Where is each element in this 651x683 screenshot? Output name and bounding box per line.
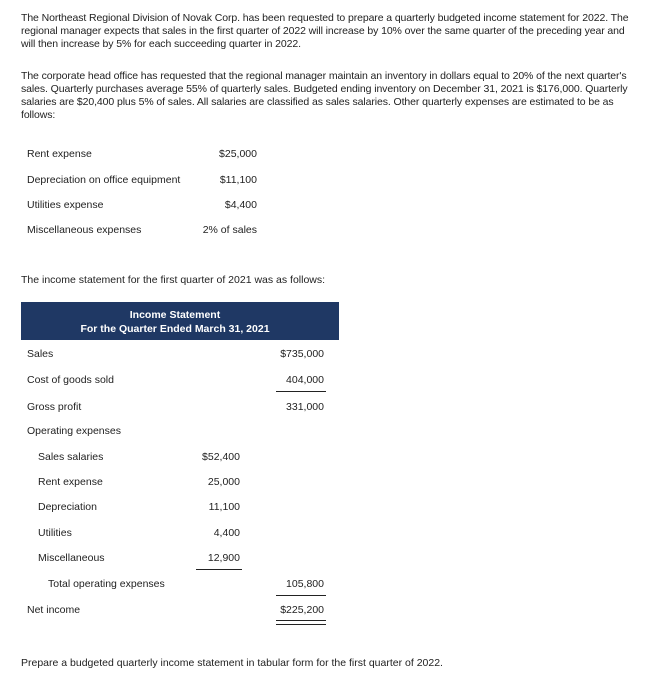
row-rent <box>0 476 340 492</box>
expense-row-utilities <box>27 199 257 215</box>
expense-label: Rent expense <box>27 148 92 160</box>
expense-value: 2% of sales <box>202 224 257 236</box>
row-value: 331,000 <box>286 401 324 413</box>
row-label: Rent expense <box>38 476 103 488</box>
problem-paragraph-1: The Northeast Regional Division of Novak Corp. has been requested to prepare a quarterly budgeted income statement for 2022. The regional manager expects that sales in the first quarter of 2022 will increase by 10% over the same quarter of the preceding year and will then increase by 5% for each succeeding quarter in 2022. <box>21 12 629 50</box>
row-label: Sales <box>27 348 54 360</box>
row-miscellaneous <box>0 552 340 568</box>
row-cogs <box>0 374 340 390</box>
row-label: Sales salaries <box>38 451 104 463</box>
row-label: Cost of goods sold <box>27 374 114 386</box>
row-value: $735,000 <box>280 348 324 360</box>
expense-label: Depreciation on office equipment <box>27 174 181 186</box>
row-value: 11,100 <box>208 501 240 513</box>
expense-value: $4,400 <box>224 199 257 211</box>
expense-value: $25,000 <box>219 148 257 160</box>
expense-label: Miscellaneous expenses <box>27 224 142 236</box>
instruction-text: Prepare a budgeted quarterly income statement in tabular form for the first quarter of 2022. <box>21 657 443 669</box>
row-value: 25,000 <box>207 476 240 488</box>
row-depreciation <box>0 501 340 517</box>
row-sales <box>0 348 340 364</box>
income-statement-intro: The income statement for the first quarter of 2021 was as follows: <box>21 274 326 286</box>
row-net-income <box>0 604 340 620</box>
row-value: 4,400 <box>213 527 240 539</box>
row-label: Gross profit <box>27 401 82 413</box>
row-utilities <box>0 527 340 543</box>
row-label: Net income <box>27 604 81 616</box>
row-gross-profit <box>0 401 340 417</box>
row-sales-salaries <box>0 451 340 467</box>
underline-rule <box>276 391 326 392</box>
row-label: Total operating expenses <box>48 578 165 590</box>
problem-paragraph-2: The corporate head office has requested that the regional manager maintain an inventory in dollars equal to 20% of the next quarter's sales. Quarterly purchases average 55% of quarterly sales. Budgeted ending inventory on December 31, 2021 is $176,000. Quarterly salaries are $20,400 plus 5% of sales. All salaries are classified as sales salaries. Other quarterly expenses are estimated to be as follows: <box>21 70 628 121</box>
row-label: Operating expenses <box>27 425 121 437</box>
underline-rule <box>276 595 326 596</box>
expense-label: Utilities expense <box>27 199 104 211</box>
income-statement-title: Income Statement <box>129 309 221 321</box>
row-label: Miscellaneous <box>38 552 105 564</box>
expense-value: $11,100 <box>219 174 257 186</box>
expense-row-miscellaneous <box>27 224 257 240</box>
income-statement-header <box>21 302 339 340</box>
double-underline-rule <box>276 620 326 625</box>
expense-row-depreciation <box>27 174 257 190</box>
row-value: 404,000 <box>286 374 324 386</box>
income-statement-period: For the Quarter Ended March 31, 2021 <box>80 323 270 335</box>
row-total-opex <box>0 578 340 594</box>
row-value: $52,400 <box>202 451 240 463</box>
expense-row-rent <box>27 148 257 164</box>
row-opex-heading <box>0 425 340 441</box>
row-label: Depreciation <box>38 501 97 513</box>
row-value: $225,200 <box>280 604 324 616</box>
row-label: Utilities <box>38 527 72 539</box>
row-value: 105,800 <box>286 578 324 590</box>
underline-rule <box>196 569 242 570</box>
row-value: 12,900 <box>207 552 240 564</box>
